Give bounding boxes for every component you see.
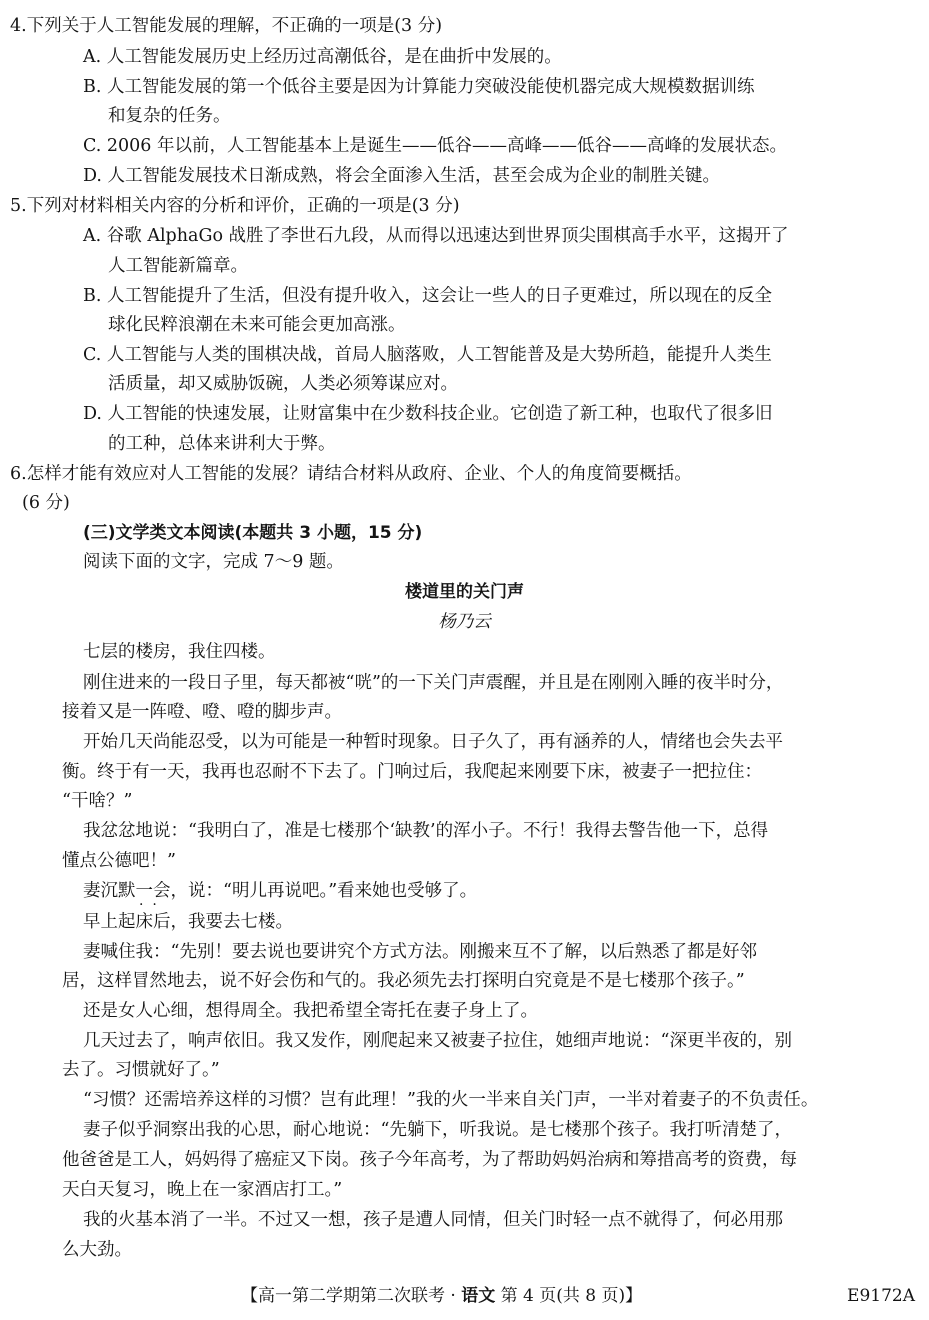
story-paragraph: 开始几天尚能忍受，以为可能是一种暂时现象。日子久了，再有涵养的人，情绪也会失去平 xyxy=(83,732,783,752)
footer-exam-info xyxy=(241,1284,642,1308)
story-paragraph-continued: 么大劲。 xyxy=(62,1240,132,1260)
story-paragraph-continued: “干啥？” xyxy=(62,791,133,811)
question-5-option-b: B. 人工智能提升了生活，但没有提升收入，这会让一些人的日子更难过，所以现在的反全 xyxy=(83,286,772,306)
question-4-option-b: B. 人工智能发展的第一个低谷主要是因为计算能力突破没能使机器完成大规模数据训练 xyxy=(83,77,755,97)
story-paragraph: 刚住进来的一段日子里，每天都被“咣”的一下关门声震醒，并且是在刚刚入睡的夜半时分， xyxy=(83,673,784,693)
question-5-option-a-continued: 人工智能新篇章。 xyxy=(108,256,248,276)
story-title: 楼道里的关门声 xyxy=(405,582,524,602)
footer-dot: · xyxy=(445,1286,462,1306)
section-heading: (三)文学类文本阅读(本题共 3 小题，15 分) xyxy=(83,523,423,543)
footer-exam-name: 高一第二学期第二次联考 xyxy=(258,1286,445,1306)
story-paragraph-continued: 衡。终于有一天，我再也忍耐不下去了。门响过后，我爬起来刚要下床，被妻子一把拉住： xyxy=(62,762,762,782)
question-6-stem: 6.怎样才能有效应对人工智能的发展？请结合材料从政府、企业、个人的角度简要概括。 xyxy=(10,464,692,484)
story-paragraph: 我忿忿地说：“我明白了，准是七楼那个‘缺教’的浑小子。不行！我得去警告他一下，总得 xyxy=(83,821,769,841)
question-4-option-c: C. 2006 年以前，人工智能基本上是诞生——低谷——高峰——低谷——高峰的发展状态。 xyxy=(83,136,787,156)
question-5-option-d-continued: 的工种，总体来讲利大于弊。 xyxy=(108,434,336,454)
story-paragraph: 七层的楼房，我住四楼。 xyxy=(83,642,276,662)
story-paragraph: 早上起床后，我要去七楼。 xyxy=(83,912,293,932)
question-4-option-b-continued: 和复杂的任务。 xyxy=(108,106,231,126)
section-instruction: 阅读下面的文字，完成 7～9 题。 xyxy=(83,552,344,572)
story-paragraph: 妻子似乎洞察出我的心思，耐心地说：“先躺下，听我说。是七楼那个孩子。我打听清楚了， xyxy=(83,1120,792,1140)
footer-bracket-open: 【 xyxy=(241,1286,258,1306)
question-5-stem: 5.下列对材料相关内容的分析和评价，正确的一项是(3 分) xyxy=(10,196,460,216)
story-paragraph-continued: 去了。习惯就好了。” xyxy=(62,1060,220,1080)
question-4-option-a: A. 人工智能发展历史上经历过高潮低谷，是在曲折中发展的。 xyxy=(83,47,562,67)
story-paragraph: 还是女人心细，想得周全。我把希望全寄托在妻子身上了。 xyxy=(83,1001,538,1021)
story-paragraph-continued: 居，这样冒然地去，说不好会伤和气的。我必须先去打探明白究竟是不是七楼那个孩子。” xyxy=(62,971,745,991)
page-footer xyxy=(0,1284,929,1310)
story-paragraph: 妻沉默一会，说：“明儿再说吧。”看来她也受够了。 xyxy=(83,881,478,901)
story-paragraph-continued: 他爸爸是工人，妈妈得了癌症又下岗。孩子今年高考，为了帮助妈妈治病和筹措高考的资费，每 xyxy=(62,1150,797,1170)
question-5-option-c: C. 人工智能与人类的围棋决战，首局人脑落败，人工智能普及是大势所趋，能提升人类生 xyxy=(83,345,772,365)
story-paragraph-continued: 懂点公德吧！” xyxy=(62,851,176,871)
question-4-stem: 4.下列关于人工智能发展的理解，不正确的一项是(3 分) xyxy=(10,16,443,36)
story-paragraph: 几天过去了，响声依旧。我又发作，刚爬起来又被妻子拉住，她细声地说：“深更半夜的，别 xyxy=(83,1031,792,1051)
emphasis-dots: · · xyxy=(139,897,157,913)
footer-subject: 语文 xyxy=(461,1286,496,1306)
question-4-option-d: D. 人工智能发展技术日渐成熟，将会全面渗入生活，甚至会成为企业的制胜关键。 xyxy=(83,166,721,186)
story-paragraph-continued: 天白天复习，晚上在一家酒店打工。” xyxy=(62,1180,343,1200)
story-paragraph: 妻喊住我：“先别！要去说也要讲究个方式方法。刚搬来互不了解，以后熟悉了都是好邻 xyxy=(83,942,757,962)
footer-exam-code: E9172A xyxy=(847,1286,915,1306)
footer-page-number: 第 4 页(共 8 页) xyxy=(495,1286,626,1306)
story-author: 杨乃云 xyxy=(438,612,491,632)
question-5-option-b-continued: 球化民粹浪潮在未来可能会更加高涨。 xyxy=(108,315,406,335)
question-5-option-d: D. 人工智能的快速发展，让财富集中在少数科技企业。它创造了新工种，也取代了很多旧 xyxy=(83,404,773,424)
story-paragraph-continued: 接着又是一阵噔、噔、噔的脚步声。 xyxy=(62,702,342,722)
story-paragraph: 我的火基本消了一半。不过又一想，孩子是遭人同情，但关门时轻一点不就得了，何必用那 xyxy=(83,1210,783,1230)
footer-bracket-close: 】 xyxy=(625,1286,643,1306)
question-5-option-c-continued: 活质量，却又威胁饭碗，人类必须筹谋应对。 xyxy=(108,374,458,394)
story-paragraph: “习惯？还需培养这样的习惯？岂有此理！”我的火一半来自关门声，一半对着妻子的不负责任。 xyxy=(83,1090,819,1110)
question-6-score: (6 分) xyxy=(22,493,70,513)
question-5-option-a: A. 谷歌 AlphaGo 战胜了李世石九段，从而得以迅速达到世界顶尖围棋高手水平，这揭开了 xyxy=(83,226,789,246)
